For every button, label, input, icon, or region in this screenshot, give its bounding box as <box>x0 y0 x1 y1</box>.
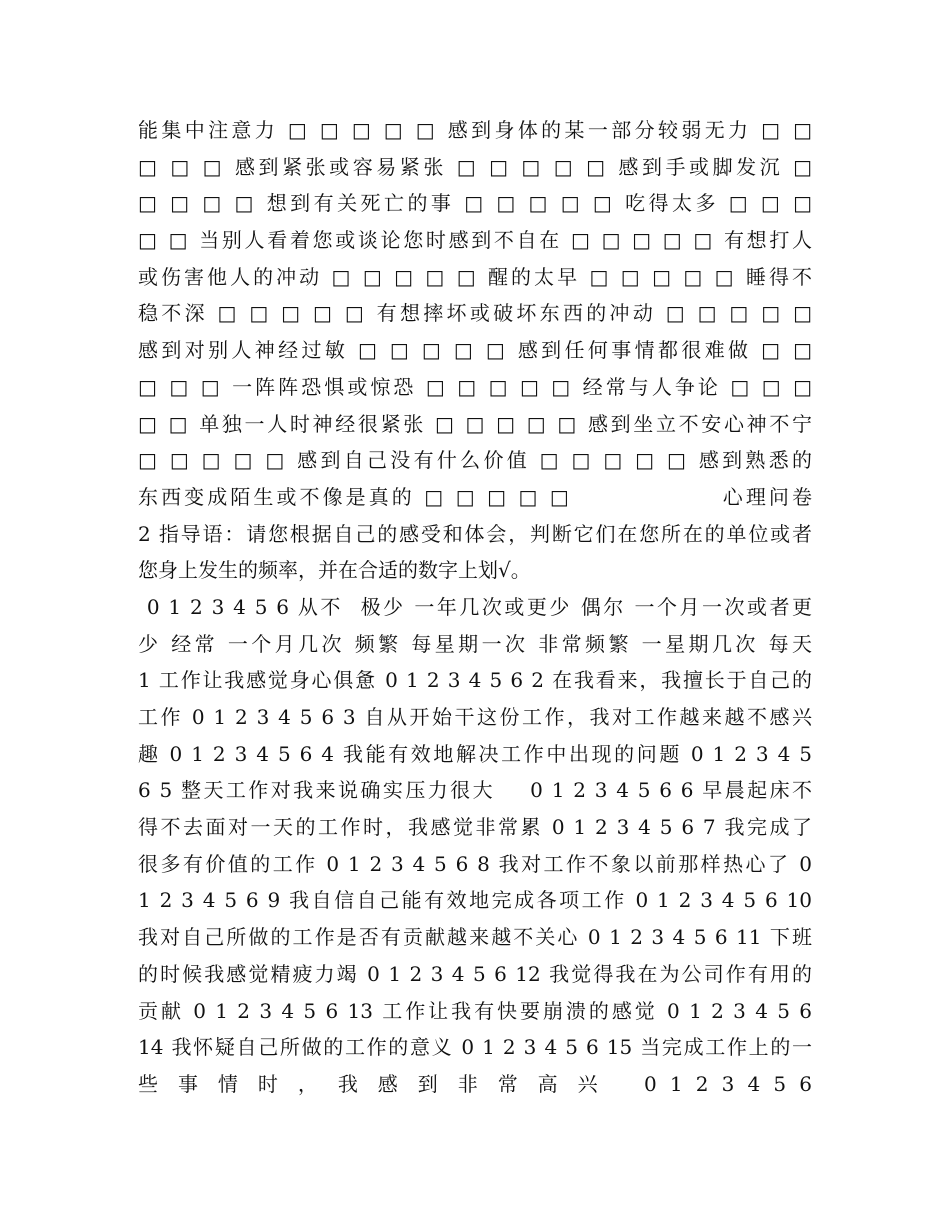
text-line: 稳不深 □ □ □ □ □ 有想摔坏或破坏东西的冲动 □ □ □ □ □ <box>138 301 812 326</box>
text-line: 些 事 情 时 ， 我 感 到 非 常 高 兴 0 1 2 3 4 5 6 <box>138 1071 812 1096</box>
text-line: □ □ □ 一阵阵恐惧或惊恐 □ □ □ □ □ 经常与人争论 □ □ □ <box>138 374 812 399</box>
text-line: 的时候我感觉精疲力竭 0 1 2 3 4 5 6 12 我觉得我在为公司作有用的 <box>138 961 812 986</box>
text-line: 趣 0 1 2 3 4 5 6 4 我能有效地解决工作中出现的问题 0 1 2 3 4 5 <box>138 741 812 766</box>
text-line: 或伤害他人的冲动 □ □ □ □ □ 醒的太早 □ □ □ □ □ 睡得不 <box>138 264 812 289</box>
text-line: □ □ 当别人看着您或谈论您时感到不自在 □ □ □ □ □ 有想打人 <box>138 228 812 253</box>
text-line: 少 经常 一个月几次 频繁 每星期一次 非常频繁 一星期几次 每天 <box>138 631 812 656</box>
text-line: 1 工作让我感觉身心俱惫 0 1 2 3 4 5 6 2 在我看来，我擅长于自己的 <box>138 668 812 693</box>
text-line: 东西变成陌生或不像是真的 □ □ □ □ □ 心理问卷 <box>138 484 812 509</box>
text-line: 我对自己所做的工作是否有贡献越来越不关心 0 1 2 3 4 5 6 11 下班 <box>138 925 812 950</box>
text-line: 能集中注意力 □ □ □ □ □ 感到身体的某一部分较弱无力 □ □ <box>138 118 812 142</box>
text-line: □ □ 单独一人时神经很紧张 □ □ □ □ □ 感到坐立不安心神不宁 <box>138 411 812 436</box>
text-line: 6 5 整天工作对我来说确实压力很大 0 1 2 3 4 5 6 6 早晨起床不 <box>138 778 812 803</box>
text-line: 感到对别人神经过敏 □ □ □ □ □ 感到任何事情都很难做 □ □ <box>138 338 812 363</box>
text-line: 1 2 3 4 5 6 9 我自信自己能有效地完成各项工作 0 1 2 3 4 5 6 10 <box>138 888 812 913</box>
text-line: □ □ □ □ 想到有关死亡的事 □ □ □ □ □ 吃得太多 □ □ □ <box>138 191 812 216</box>
text-line: 很多有价值的工作 0 1 2 3 4 5 6 8 我对工作不象以前那样热心了 0 <box>138 851 812 876</box>
text-line: 2 指导语：请您根据自己的感受和体会，判断它们在您所在的单位或者 <box>138 521 812 546</box>
text-line: 贡献 0 1 2 3 4 5 6 13 工作让我有快要崩溃的感觉 0 1 2 3 4 5 6 <box>138 998 812 1023</box>
text-line: □ □ □ 感到紧张或容易紧张 □ □ □ □ □ 感到手或脚发沉 □ <box>138 154 812 179</box>
text-line: □ □ □ □ □ 感到自己没有什么价值 □ □ □ □ □ 感到熟悉的 <box>138 448 812 473</box>
text-line: 得不去面对一天的工作时，我感觉非常累 0 1 2 3 4 5 6 7 我完成了 <box>138 815 812 840</box>
text-line: 14 我怀疑自己所做的工作的意义 0 1 2 3 4 5 6 15 当完成工作上的一 <box>138 1035 812 1060</box>
text-line: 您身上发生的频率，并在合适的数字上划√。 <box>138 558 531 583</box>
text-line: 工作 0 1 2 3 4 5 6 3 自从开始干这份工作，我对工作越来越不感兴 <box>138 705 812 729</box>
text-line: 0 1 2 3 4 5 6 从不 极少 一年几次或更少 偶尔 一个月一次或者更 <box>138 594 812 619</box>
